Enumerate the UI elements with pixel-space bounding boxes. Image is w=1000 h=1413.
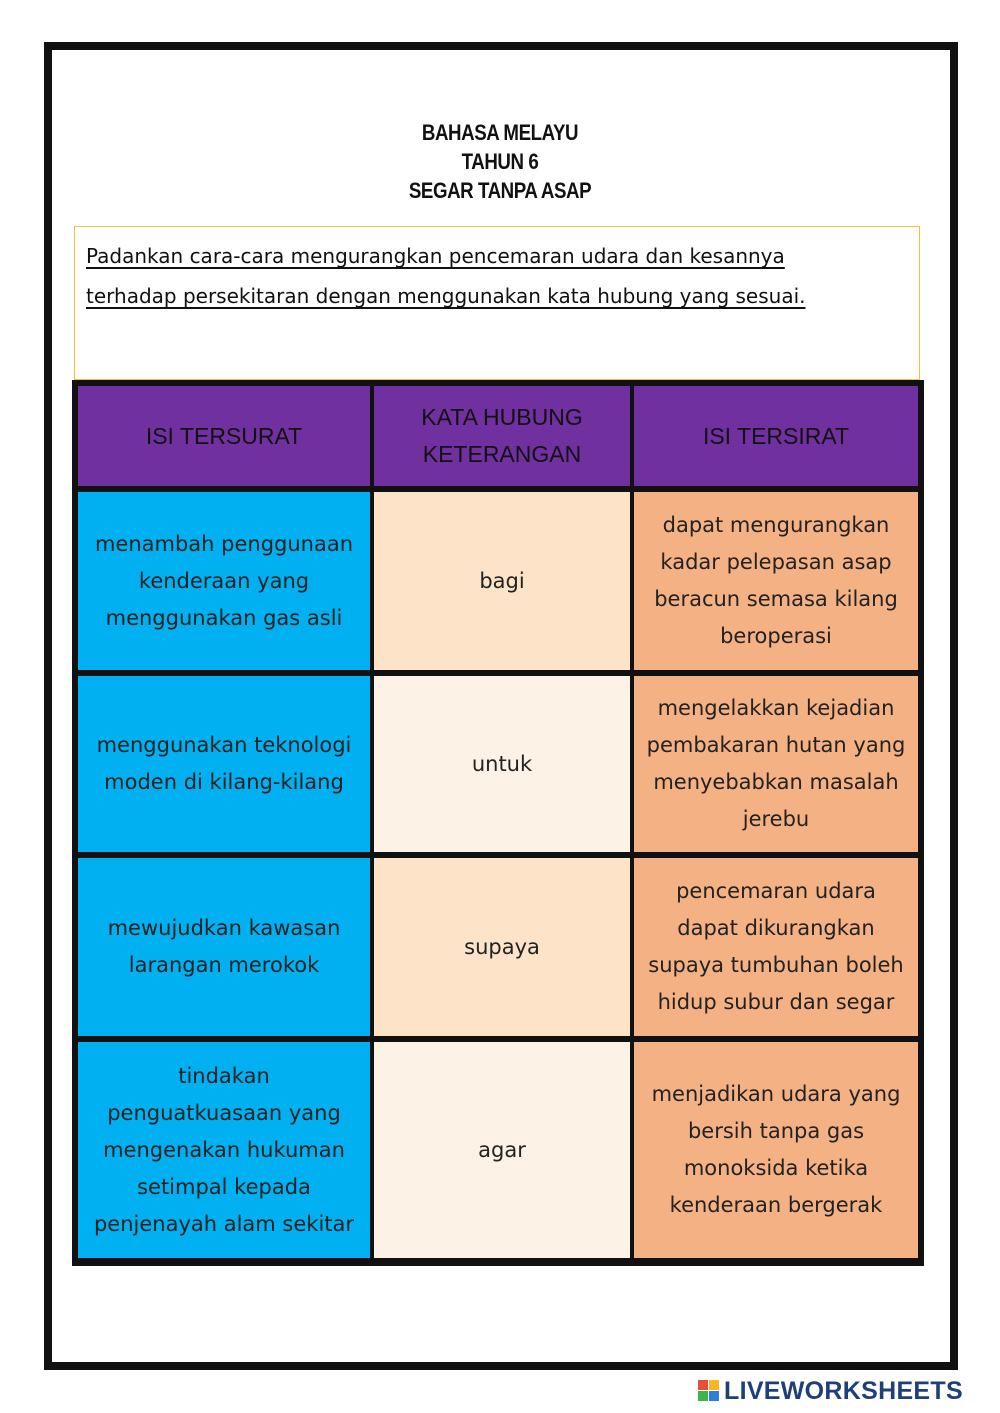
kata-hubung-cell[interactable]: untuk [374,676,630,852]
header-kata-hubung: KATA HUBUNG KETERANGAN [374,386,630,486]
tersurat-cell[interactable]: menambah penggunaan kenderaan yang menggunakan gas asli [78,492,370,670]
title-topic: SEGAR TANPA ASAP [408,178,592,203]
header-isi-tersurat: ISI TERSURAT [78,386,370,486]
instruction-line-1: Padankan cara-cara mengurangkan pencemaran udara dan kesannya [86,244,785,268]
liveworksheets-logo [698,1376,963,1406]
instruction-line-2: terhadap persekitaran dengan menggunakan kata hubung yang sesuai. [86,284,806,308]
instruction-text [86,236,886,316]
tersirat-cell[interactable]: pencemaran udara dapat dikurangkan supaya tumbuhan boleh hidup subur dan segar [634,858,918,1036]
liveworksheets-brand: LIVEWORKSHEETS [724,1376,963,1405]
kata-hubung-cell[interactable]: supaya [374,858,630,1036]
worksheet-title [0,118,1000,205]
tersurat-cell[interactable]: mewujudkan kawasan larangan merokok [78,858,370,1036]
kata-hubung-cell[interactable]: bagi [374,492,630,670]
kata-hubung-cell[interactable]: agar [374,1042,630,1258]
tersurat-cell[interactable]: tindakan penguatkuasaan yang mengenakan hukuman setimpal kepada penjenayah alam sekitar [78,1042,370,1258]
tersirat-cell[interactable]: menjadikan udara yang bersih tanpa gas monoksida ketika kenderaan bergerak [634,1042,918,1258]
title-year: TAHUN 6 [461,149,539,174]
tersurat-cell[interactable]: menggunakan teknologi moden di kilang-kilang [78,676,370,852]
title-subject: BAHASA MELAYU [421,120,579,145]
header-isi-tersirat: ISI TERSIRAT [634,386,918,486]
matching-table [72,380,924,1266]
tersirat-cell[interactable]: mengelakkan kejadian pembakaran hutan yang menyebabkan masalah jerebu [634,676,918,852]
liveworksheets-logo-icon [698,1380,720,1402]
tersirat-cell[interactable]: dapat mengurangkan kadar pelepasan asap beracun semasa kilang beroperasi [634,492,918,670]
